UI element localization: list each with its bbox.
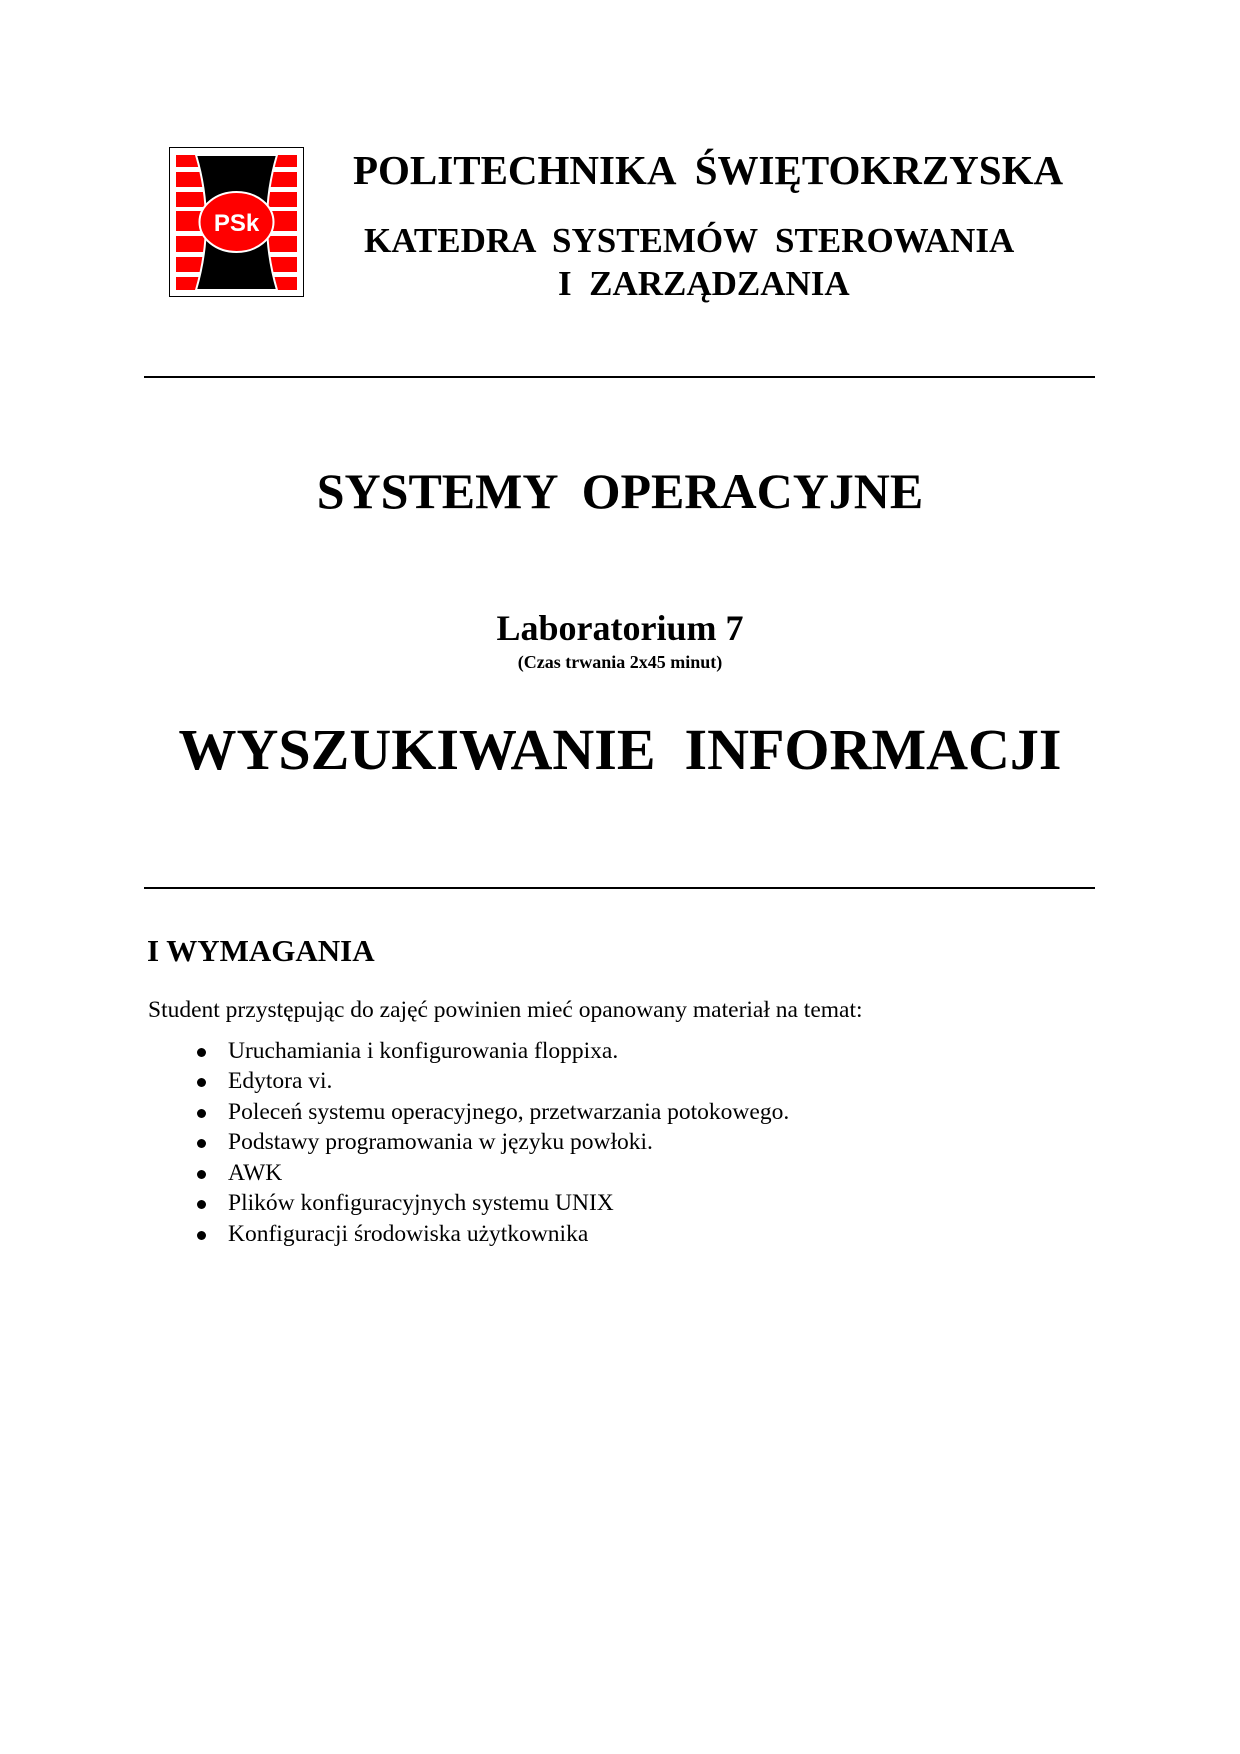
bullet-icon [197,1200,206,1209]
list-item: Uruchamiania i konfigurowania floppixa. [197,1038,618,1065]
bullet-icon [197,1078,206,1087]
bullet-icon [197,1231,206,1240]
bullet-icon [197,1109,206,1118]
lab-topic: WYSZUKIWANIE INFORMACJI [178,717,1062,782]
lab-title: Laboratorium 7 [496,608,744,648]
list-item: Konfiguracji środowiska użytkownika [197,1221,588,1248]
bullet-icon [197,1139,206,1148]
list-item: Podstawy programowania w języku powłoki. [197,1129,653,1156]
department-line2: I ZARZĄDZANIA [558,264,850,303]
bullet-icon [197,1170,206,1179]
section-intro: Student przystępując do zajęć powinien mieć opanowany materiał na temat: [148,997,863,1023]
lab-duration: (Czas trwania 2x45 minut) [517,652,723,672]
university-name: POLITECHNIKA ŚWIĘTOKRZYSKA [353,147,1064,193]
logo-text: PSk [213,210,260,237]
university-logo [169,147,304,297]
list-item: Edytora vi. [197,1068,332,1095]
list-item: Poleceń systemu operacyjnego, przetwarzania potokowego. [197,1099,789,1126]
divider-bottom [144,887,1095,889]
bullet-icon [197,1048,206,1057]
list-item: AWK [197,1160,282,1187]
department-line1: KATEDRA SYSTEMÓW STEROWANIA [364,221,1015,260]
section-heading: I WYMAGANIA [147,933,375,968]
course-title: SYSTEMY OPERACYJNE [316,463,924,519]
divider-top [144,376,1095,378]
list-item: Plików konfiguracyjnych systemu UNIX [197,1190,614,1217]
